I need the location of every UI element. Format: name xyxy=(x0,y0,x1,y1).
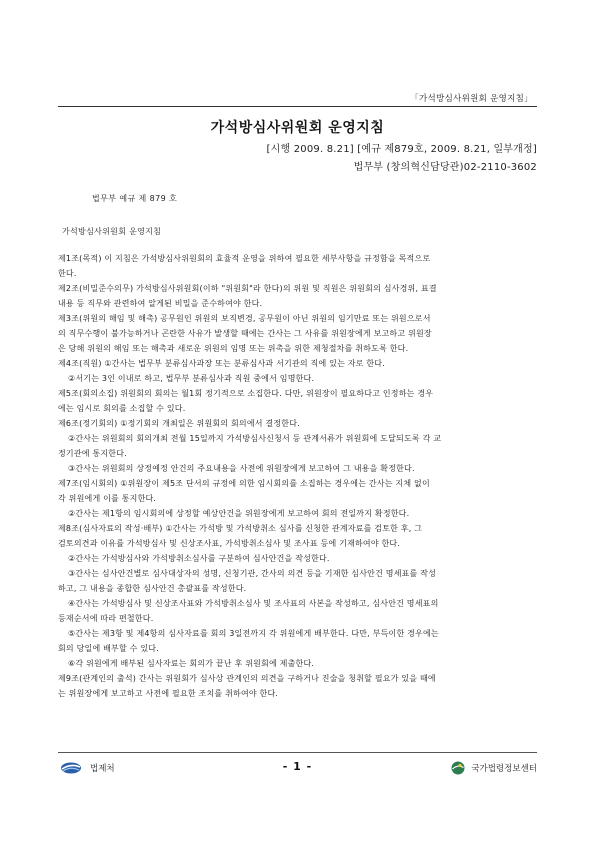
regulation-number: 법무부 예규 제 879 호 xyxy=(92,194,178,203)
body-line: 한다. xyxy=(58,269,77,278)
body-line: ⑤간사는 제3항 및 제4항의 심사자료를 회의 3일전까지 각 위원에게 배부한다. 다만, 부득이한 경우에는 xyxy=(68,629,439,638)
footer-rule xyxy=(58,752,537,753)
body-line: 제6조(정기회의) ①정기회의 개최일은 위원회의 회의에서 결정한다. xyxy=(58,419,300,428)
body-line: 는 위원장에게 보고하고 사전에 필요한 조치를 취하여야 한다. xyxy=(58,689,279,698)
body-line: ⑥각 위원에게 배부된 심사자료는 회의가 끝난 후 위원회에 제출한다. xyxy=(68,659,315,668)
body-line: 제2조(비밀준수의무) 가석방심사위원회(이하 "위원회"라 한다)의 위원 및 직원은 위원회의 심사경위, 표결 xyxy=(58,284,437,293)
body-line: ②간사는 가석방심사와 가석방취소심사를 구분하여 심사안건을 작성한다. xyxy=(68,554,330,563)
regulation-body xyxy=(58,251,540,701)
body-line: 제7조(임시회의) ①위원장이 제5조 단서의 규정에 의한 임시회의를 소집하는 경우에는 간사는 지체 없이 xyxy=(58,479,430,488)
footer-agency-label: 법제처 xyxy=(90,764,115,774)
body-line: 은 당해 위원의 해임 또는 해촉과 새로운 위원의 임명 또는 위촉을 위한 제청절차를 취하도록 한다. xyxy=(58,344,409,353)
body-line: 정기관에 통지한다. xyxy=(58,449,127,458)
regulation-name: 가석방심사위원회 운영지침 xyxy=(62,227,162,236)
body-line: 내용 등 직무와 관련하여 알게된 비밀을 준수하여야 한다. xyxy=(58,299,263,308)
body-line: 제8조(심사자료의 작성·배부) ①간사는 가석방 및 가석방취소 심사를 신청한 관계자료를 검토한 후, 그 xyxy=(58,524,423,533)
header-rule xyxy=(58,106,537,107)
body-line: 제5조(회의소집) 위원회의 회의는 월1회 정기적으로 소집한다. 다만, 위원장이 필요하다고 인정하는 경우 xyxy=(58,389,434,398)
body-line: 제9조(관계인의 출석) 간사는 위원회가 심사상 관계인의 의견을 구하거나 진술을 청취할 필요가 있을 때에 xyxy=(58,674,436,683)
body-line: 제1조(목적) 이 지침은 가석방심사위원회의 효율적 운영을 위하여 필요한 세부사항을 규정함을 목적으로 xyxy=(58,254,431,263)
body-line: 제4조(직원) ①간사는 법무부 분류심사과장 또는 분류심사과 서기관의 직에 있는 자로 한다. xyxy=(58,359,385,368)
body-line: ②간사는 위원회의 회의개최 전월 15일까지 가석방심사신청서 등 관계서류가 위원회에 도달되도록 각 교 xyxy=(68,434,442,443)
body-line: 검토의견과 이유를 가석방심사 및 신상조사표, 가석방취소심사 및 조사표 등에 기재하여야 한다. xyxy=(58,539,401,548)
page-number: - 1 - xyxy=(282,760,313,773)
body-line: ④간사는 가석방심사 및 신상조사표와 가석방취소심사 및 조사표의 사본을 작성하고, 심사안건 명세표의 xyxy=(68,599,439,608)
body-line: 각 위원에게 이를 통지한다. xyxy=(58,494,157,503)
ministry-contact: 법무부 (창의혁신담당관)02-2110-3602 xyxy=(353,162,537,173)
document-title: 가석방심사위원회 운영지침 xyxy=(210,120,385,136)
body-line: ②서기는 3인 이내로 하고, 법무부 분류심사과 직원 중에서 임명한다. xyxy=(68,374,315,383)
body-line: 의 직무수행이 불가능하거나 곤란한 사유가 발생할 때에는 간사는 그 사유를 위원장에게 보고하고 위원장 xyxy=(58,329,432,338)
footer-right xyxy=(451,758,537,778)
body-line: 에는 임시로 회의를 소집할 수 있다. xyxy=(58,404,186,413)
footer-center-label: 국가법령정보센터 xyxy=(471,764,537,774)
law-center-logo-icon xyxy=(451,761,465,775)
enforcement-info: [시행 2009. 8.21] [예규 제879호, 2009. 8.21, 일부개정] xyxy=(266,144,537,155)
body-line: 회의 당일에 배부할 수 있다. xyxy=(58,644,159,653)
document-tag: 「가석방심사위원회 운영지침」 xyxy=(410,94,533,104)
body-line: ②간사는 제1항의 임시회의에 상정할 예상안건을 위원장에게 보고하여 회의 전일까지 확정한다. xyxy=(68,509,410,518)
body-line: ③간사는 위원회의 상정예정 안건의 주요내용을 사전에 위원장에게 보고하여 그 내용을 확정한다. xyxy=(68,464,415,473)
body-line: ③간사는 심사안건별로 심사대상자의 성명, 신청기관, 간사의 의견 등을 기재한 심사안건 명세표를 작성 xyxy=(68,569,437,578)
body-line: 등재순서에 따라 편철한다. xyxy=(58,614,154,623)
body-line: 제3조(위원의 해임 및 해촉) 공무원인 위원의 보직변경, 공무원이 아닌 위원의 임기만료 또는 위원으로서 xyxy=(58,314,431,323)
body-line: 하고, 그 내용을 종합한 심사안건 총괄표를 작성한다. xyxy=(58,584,247,593)
